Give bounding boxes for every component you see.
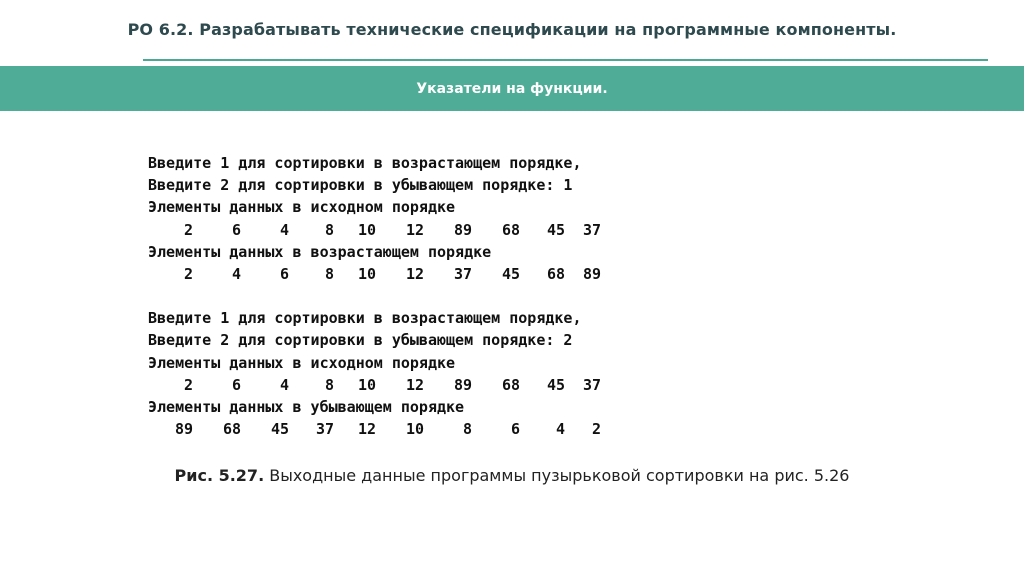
value-cell: 6 — [231, 220, 241, 239]
value-cell: 89 — [174, 420, 193, 439]
figure-number: Рис. 5.27. — [174, 466, 265, 485]
value-cell: 89 — [453, 375, 472, 394]
value-cell: 4 — [555, 420, 565, 439]
slide-title: РО 6.2. Разрабатывать технические спецификации на программные компоненты. — [127, 20, 897, 39]
original-values — [148, 374, 601, 396]
value-cell: 8 — [324, 220, 334, 239]
value-cell: 10 — [357, 220, 376, 239]
value-cell: 37 — [453, 265, 472, 284]
result-values — [148, 418, 601, 440]
value-cell: 12 — [357, 420, 376, 439]
value-cell: 45 — [546, 375, 565, 394]
value-cell: 68 — [501, 220, 520, 239]
banner-title: Указатели на функции. — [416, 80, 608, 97]
program-output — [148, 152, 601, 440]
value-cell: 4 — [279, 375, 289, 394]
original-label: Элементы данных в исходном порядке — [148, 198, 456, 217]
value-cell: 89 — [582, 265, 601, 284]
value-cell: 89 — [453, 220, 472, 239]
value-cell: 37 — [315, 420, 334, 439]
value-cell: 68 — [546, 265, 565, 284]
value-cell: 6 — [510, 420, 520, 439]
original-label: Элементы данных в исходном порядке — [148, 353, 456, 372]
value-cell: 45 — [270, 420, 289, 439]
value-cell: 10 — [357, 375, 376, 394]
value-cell: 37 — [582, 375, 601, 394]
value-cell: 4 — [279, 220, 289, 239]
result-values — [148, 263, 601, 285]
value-cell: 8 — [324, 265, 334, 284]
prompt-line-2: Введите 2 для сортировки в убывающем порядке: 1 — [148, 176, 573, 195]
original-values — [148, 219, 601, 241]
value-cell: 8 — [324, 375, 334, 394]
value-cell: 8 — [462, 420, 472, 439]
value-cell: 2 — [591, 420, 601, 439]
prompt-line-2: Введите 2 для сортировки в убывающем порядке: 2 — [148, 331, 573, 350]
value-cell: 2 — [183, 375, 193, 394]
value-cell: 45 — [501, 265, 520, 284]
value-cell: 6 — [279, 265, 289, 284]
value-cell: 6 — [231, 375, 241, 394]
prompt-line-1: Введите 1 для сортировки в возрастающем порядке, — [148, 154, 582, 172]
value-cell: 2 — [183, 265, 193, 284]
value-cell: 10 — [357, 265, 376, 284]
value-cell: 4 — [231, 265, 241, 284]
caption-text: Выходные данные программы пузырьковой сортировки на рис. 5.26 — [264, 466, 850, 485]
value-cell: 2 — [183, 220, 193, 239]
value-cell: 68 — [222, 420, 241, 439]
value-cell: 37 — [582, 220, 601, 239]
value-cell: 10 — [405, 420, 424, 439]
output-block-ascending — [148, 152, 601, 285]
value-cell: 12 — [405, 375, 424, 394]
value-cell: 45 — [546, 220, 565, 239]
result-label: Элементы данных в возрастающем порядке — [148, 242, 492, 261]
section-banner — [0, 66, 1024, 111]
prompt-line-1: Введите 1 для сортировки в возрастающем порядке, — [148, 309, 582, 328]
result-label: Элементы данных в убывающем порядке — [148, 397, 465, 416]
output-block-descending — [148, 307, 601, 440]
value-cell: 12 — [405, 265, 424, 284]
value-cell: 12 — [405, 220, 424, 239]
title-underline — [143, 59, 988, 61]
figure-caption — [0, 466, 1024, 485]
value-cell: 68 — [501, 375, 520, 394]
